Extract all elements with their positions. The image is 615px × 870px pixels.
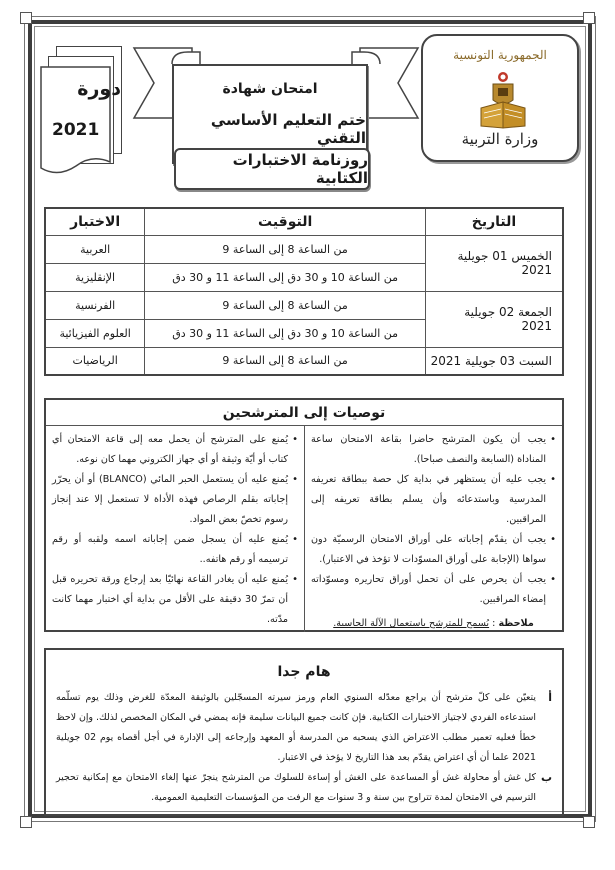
border-corner [583,12,595,24]
recommendations-obligations [304,426,562,632]
border-corner [20,816,32,828]
exam-title-line1: امتحان شهادة [222,81,318,97]
list-item: • يجب عليه أن يستظهر في بداية كل حصة ببطاقة تعريفه المدرسية وباستدعائه وأن يسلم بطاقة تعريفه إلى المراقبين. [311,470,556,530]
list-item: • يجب أن يحرص على أن تحمل أوراق تحاريره ومسوّداته إمضاء المراقبين. [311,570,556,610]
column-header-exam: الاختبار [45,208,145,235]
time-cell: من الساعة 8 إلى الساعة 9 [145,347,426,375]
item-marker: ب [540,771,552,784]
list-item: • يُمنع عليه أن يستعمل الحبر المائي (BLANCO) أو أن يحرّر إجاباته بقلم الرصاص فهذه الأداة لا تستعمل إلا عند إنجاز رسوم تخصّ بعض المواد. [52,470,298,530]
column-header-date: التاريخ [425,208,563,235]
border-corner [20,12,32,24]
page-subtitle: روزنامة الاختبارات الكتابية [174,148,370,190]
exam-title-banner [128,44,424,164]
important-item [56,768,552,808]
time-cell: من الساعة 10 و 30 دق إلى الساعة 11 و 30 دق [145,263,426,291]
exam-schedule-table [44,207,564,376]
border-corner [583,816,595,828]
table-header-row [45,208,563,235]
item-marker: أ [548,691,552,704]
recommendations-prohibitions [46,426,304,632]
column-header-time: التوقيت [145,208,426,235]
session-year: 2021 [52,120,100,140]
list-item: • يُمنع عليه أن يغادر القاعة نهائيّا بعد إرجاع ورقة تحريره قبل أن تمرّ 30 دقيقة على الأقل من بداية أي اختبار مهما كانت مدّته. [52,570,298,630]
recommendations-section [44,398,564,632]
calculator-note [311,614,556,634]
item-text: يتعيّن على كلّ مترشح أن يراجع معدّله السنوي العام ورمز سيرته المسجّلين بالوثيقة المعدّة للغرض وذلك يوم تسلّمه استدعاءه الفردي لاجتياز الاختبارات الكتابية. فإن كانت جميع البيانات سليمة فإنه يمضي في المكان المخصص لذلك. وإن لاحظ خطأ فعليه تعمير مطلب الاعتراض الذي يسحبه من المدرسة أو المعهد وإرجاعه إلى الإدارة في أجل أقصاه يوم 02 جويلية 2021 علما أن أي اعتراض يقدّم بعد هذا التاريخ لا يؤخذ في الاعتبار. [56,692,536,763]
exam-cell: الفرنسية [45,291,145,319]
table-row [45,347,563,375]
item-text: كل غش أو محاولة غش أو المساعدة على الغش أو إساءة للسلوك من المترشح ينجرّ عنها إلغاء الامتحان مع إمكانية تحجير الترسيم في الامتحان لمدة تتراوح بين سنة و 3 سنوات مع الرفت من المؤسسات التعليمية العمومية. [56,772,536,803]
date-cell: الجمعة 02 جويلية 2021 [425,291,563,347]
exam-cell: العربية [45,235,145,263]
note-text: يُسمح للمترشح باستعمال الآلة الحاسبة. [333,618,490,629]
date-cell: الخميس 01 جويلية 2021 [425,235,563,291]
exam-title-line2: ختم التعليم الأساسي التقني [210,111,366,147]
exam-cell: الرياضيات [45,347,145,375]
important-item [56,688,552,768]
note-label: ملاحظة [498,618,534,629]
tunisia-emblem-book-icon [479,68,527,132]
time-cell: من الساعة 10 و 30 دق إلى الساعة 11 و 30 دق [145,319,426,347]
list-item: • يُمنع عليه أن يسجل ضمن إجاباته اسمه ولقبه أو رقم ترسيمه أو رقم هاتفه.. [52,530,298,570]
note-colon: : [489,618,496,629]
date-cell: السبت 03 جويلية 2021 [425,347,563,375]
session-label: دورة [77,78,121,100]
time-cell: من الساعة 8 إلى الساعة 9 [145,291,426,319]
list-item: • يُمنع على المترشح أن يحمل معه إلى قاعة الامتحان أي كتاب أو أيّة وثيقة أو أي جهاز الكتروني مهما كان نوعه. [52,430,298,470]
important-title: هام جدا [277,664,331,680]
session-badge [40,46,135,176]
exam-cell: الإنقليزية [45,263,145,291]
list-item: • يجب أن يكون المترشح حاضرا بقاعة الامتحان ساعة المناداة (السابعة والنصف صباحا). [311,430,556,470]
ministry-name: وزارة التربية [461,130,539,148]
exam-cell: العلوم الفيزيائية [45,319,145,347]
recommendations-title: توصيات إلى المترشحين [46,400,562,426]
republic-name: الجمهورية التونسية [453,48,547,62]
table-row [45,235,563,263]
ministry-logo [421,34,579,162]
important-notice-section [44,648,564,816]
time-cell: من الساعة 8 إلى الساعة 9 [145,235,426,263]
table-row [45,291,563,319]
list-item: • يجب أن يقدّم إجاباته على أوراق الامتحان الرسميّة دون سواها (الإجابة على أوراق المسوّدات لا تؤخذ في الاعتبار). [311,530,556,570]
